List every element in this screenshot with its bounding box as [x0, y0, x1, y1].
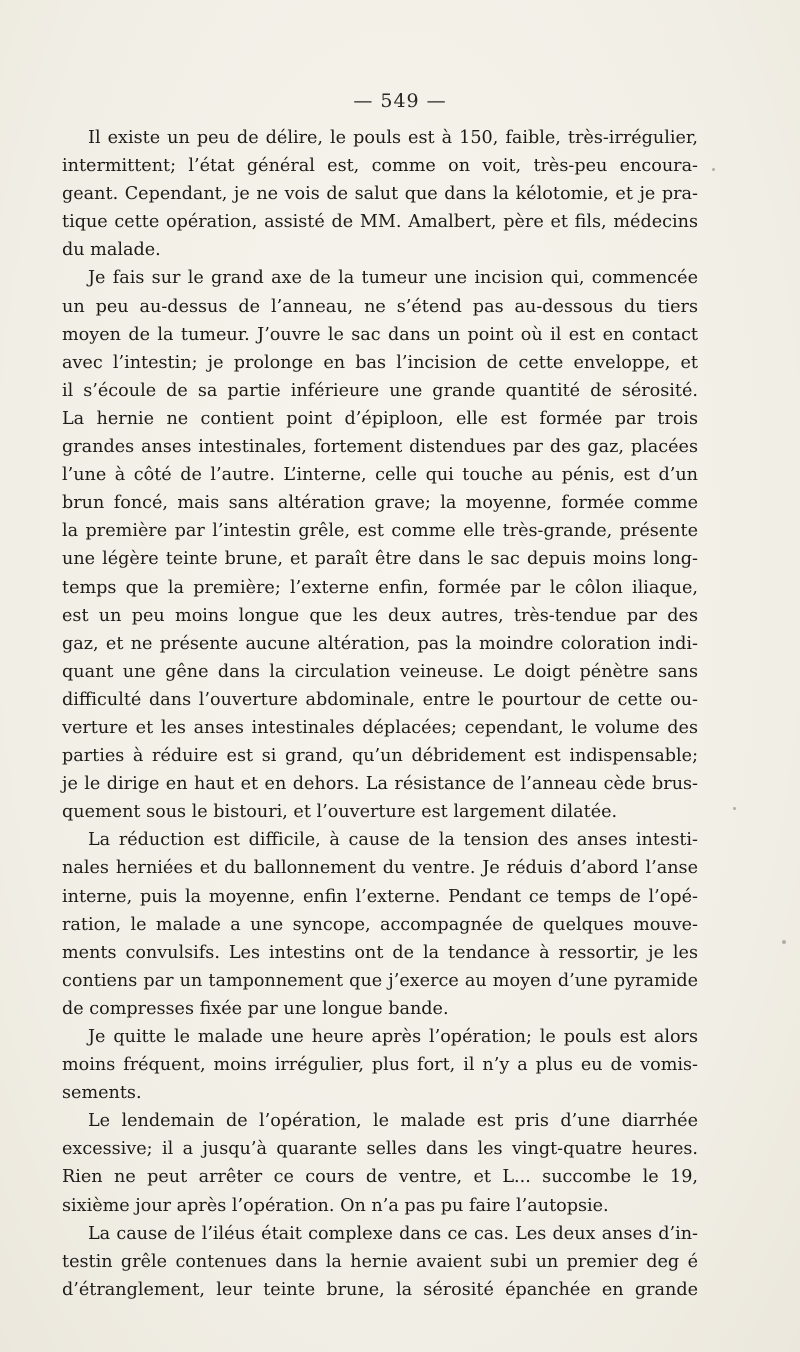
page-number: — 549 — — [353, 90, 447, 112]
text-line: intermittent; l’état général est, comme on voit, très-peu encoura- — [62, 156, 698, 177]
text-line: La hernie ne contient point d’épiploon, elle est formée par trois — [62, 408, 698, 429]
text-line: il s’écoule de sa partie inférieure une grande quantité de sérosité. — [62, 380, 698, 401]
print-speck — [733, 807, 736, 810]
paragraph — [62, 1220, 698, 1304]
text-line: contiens par un tamponnement que j’exerce au moyen d’une pyramide — [62, 970, 698, 991]
text-line: verture et les anses intestinales déplacées; cependant, le volume des — [62, 717, 698, 738]
text-line: La réduction est difficile, à cause de la tension des anses intesti- — [88, 830, 698, 851]
text-line: de compresses fixée par une longue bande. — [62, 998, 449, 1019]
text-line: geant. Cependant, je ne vois de salut que dans la kélotomie, et je pra- — [62, 184, 698, 205]
text-line: nales herniées et du ballonnement du ventre. Je réduis d’abord l’anse — [62, 858, 698, 879]
text-line: l’une à côté de l’autre. L’interne, celle qui touche au pénis, est d’un — [62, 465, 698, 486]
paragraph — [62, 826, 698, 1023]
text-line: parties à réduire est si grand, qu’un débridement est indispensable; — [62, 746, 698, 767]
text-line: Je fais sur le grand axe de la tumeur une incision qui, commencée — [88, 268, 698, 289]
text-line: d’étranglement, leur teinte brune, la sérosité épanchée en grande — [62, 1279, 698, 1300]
text-line: Rien ne peut arrêter ce cours de ventre, et L... succombe le 19, — [62, 1167, 698, 1188]
text-line: excessive; il a jusqu’à quarante selles dans les vingt-quatre heures. — [62, 1139, 698, 1160]
text-line: un peu au-dessus de l’anneau, ne s’étend pas au-dessous du tiers — [62, 296, 698, 317]
text-line: difficulté dans l’ouverture abdominale, entre le pourtour de cette ou- — [62, 689, 698, 710]
text-line: du malade. — [62, 240, 161, 261]
paragraph — [62, 124, 698, 264]
text-line: tique cette opération, assisté de MM. Amalbert, père et fils, médecins — [62, 212, 698, 233]
text-line: interne, puis la moyenne, enfin l’externe. Pendant ce temps de l’opé- — [62, 886, 698, 907]
text-line: est un peu moins longue que les deux autres, très-tendue par des — [62, 605, 698, 626]
text-line: ments convulsifs. Les intestins ont de la tendance à ressortir, je les — [62, 942, 698, 963]
text-line: quement sous le bistouri, et l’ouverture est largement dilatée. — [62, 802, 618, 823]
text-line: sements. — [62, 1083, 142, 1104]
text-line: je le dirige en haut et en dehors. La résistance de l’anneau cède brus- — [62, 774, 698, 795]
text-line: grandes anses intestinales, fortement distendues par des gaz, placées — [62, 437, 698, 458]
text-line: Le lendemain de l’opération, le malade est pris d’une diarrhée — [88, 1111, 698, 1132]
text-line: moyen de la tumeur. J’ouvre le sac dans un point où il est en contact — [62, 324, 698, 345]
text-line: testin grêle contenues dans la hernie avaient subi un premier deg é — [62, 1251, 698, 1272]
text-line: quant une gêne dans la circulation veineuse. Le doigt pénètre sans — [62, 661, 698, 682]
text-line: une légère teinte brune, et paraît être dans le sac depuis moins long- — [62, 549, 698, 570]
text-line: la première par l’intestin grêle, est comme elle très-grande, présente — [62, 521, 698, 542]
text-line: Je quitte le malade une heure après l’opération; le pouls est alors — [88, 1027, 698, 1047]
text-line: sixième jour après l’opération. On n’a pas pu faire l’autopsie. — [62, 1195, 609, 1216]
print-speck — [782, 940, 786, 944]
paragraph — [62, 264, 698, 826]
text-line: gaz, et ne présente aucune altération, pas la moindre coloration indi- — [62, 633, 698, 654]
text-line: moins fréquent, moins irrégulier, plus fort, il n’y a plus eu de vomis- — [62, 1055, 698, 1076]
paragraph — [62, 1107, 698, 1219]
text-line: Il existe un peu de délire, le pouls est à 150, faible, très-irrégulier, — [88, 128, 698, 148]
text-line: avec l’intestin; je prolonge en bas l’incision de cette enveloppe, et — [62, 352, 698, 373]
text-line: ration, le malade a une syncope, accompagnée de quelques mouve- — [62, 914, 698, 935]
text-line: brun foncé, mais sans altération grave; la moyenne, formée comme — [62, 493, 698, 514]
print-speck — [712, 168, 715, 171]
paragraph — [62, 1023, 698, 1107]
body-text — [62, 124, 698, 1304]
text-line: La cause de l’iléus était complexe dans ce cas. Les deux anses d’in- — [88, 1223, 698, 1244]
text-line: temps que la première; l’externe enfin, formée par le côlon iliaque, — [62, 577, 698, 598]
